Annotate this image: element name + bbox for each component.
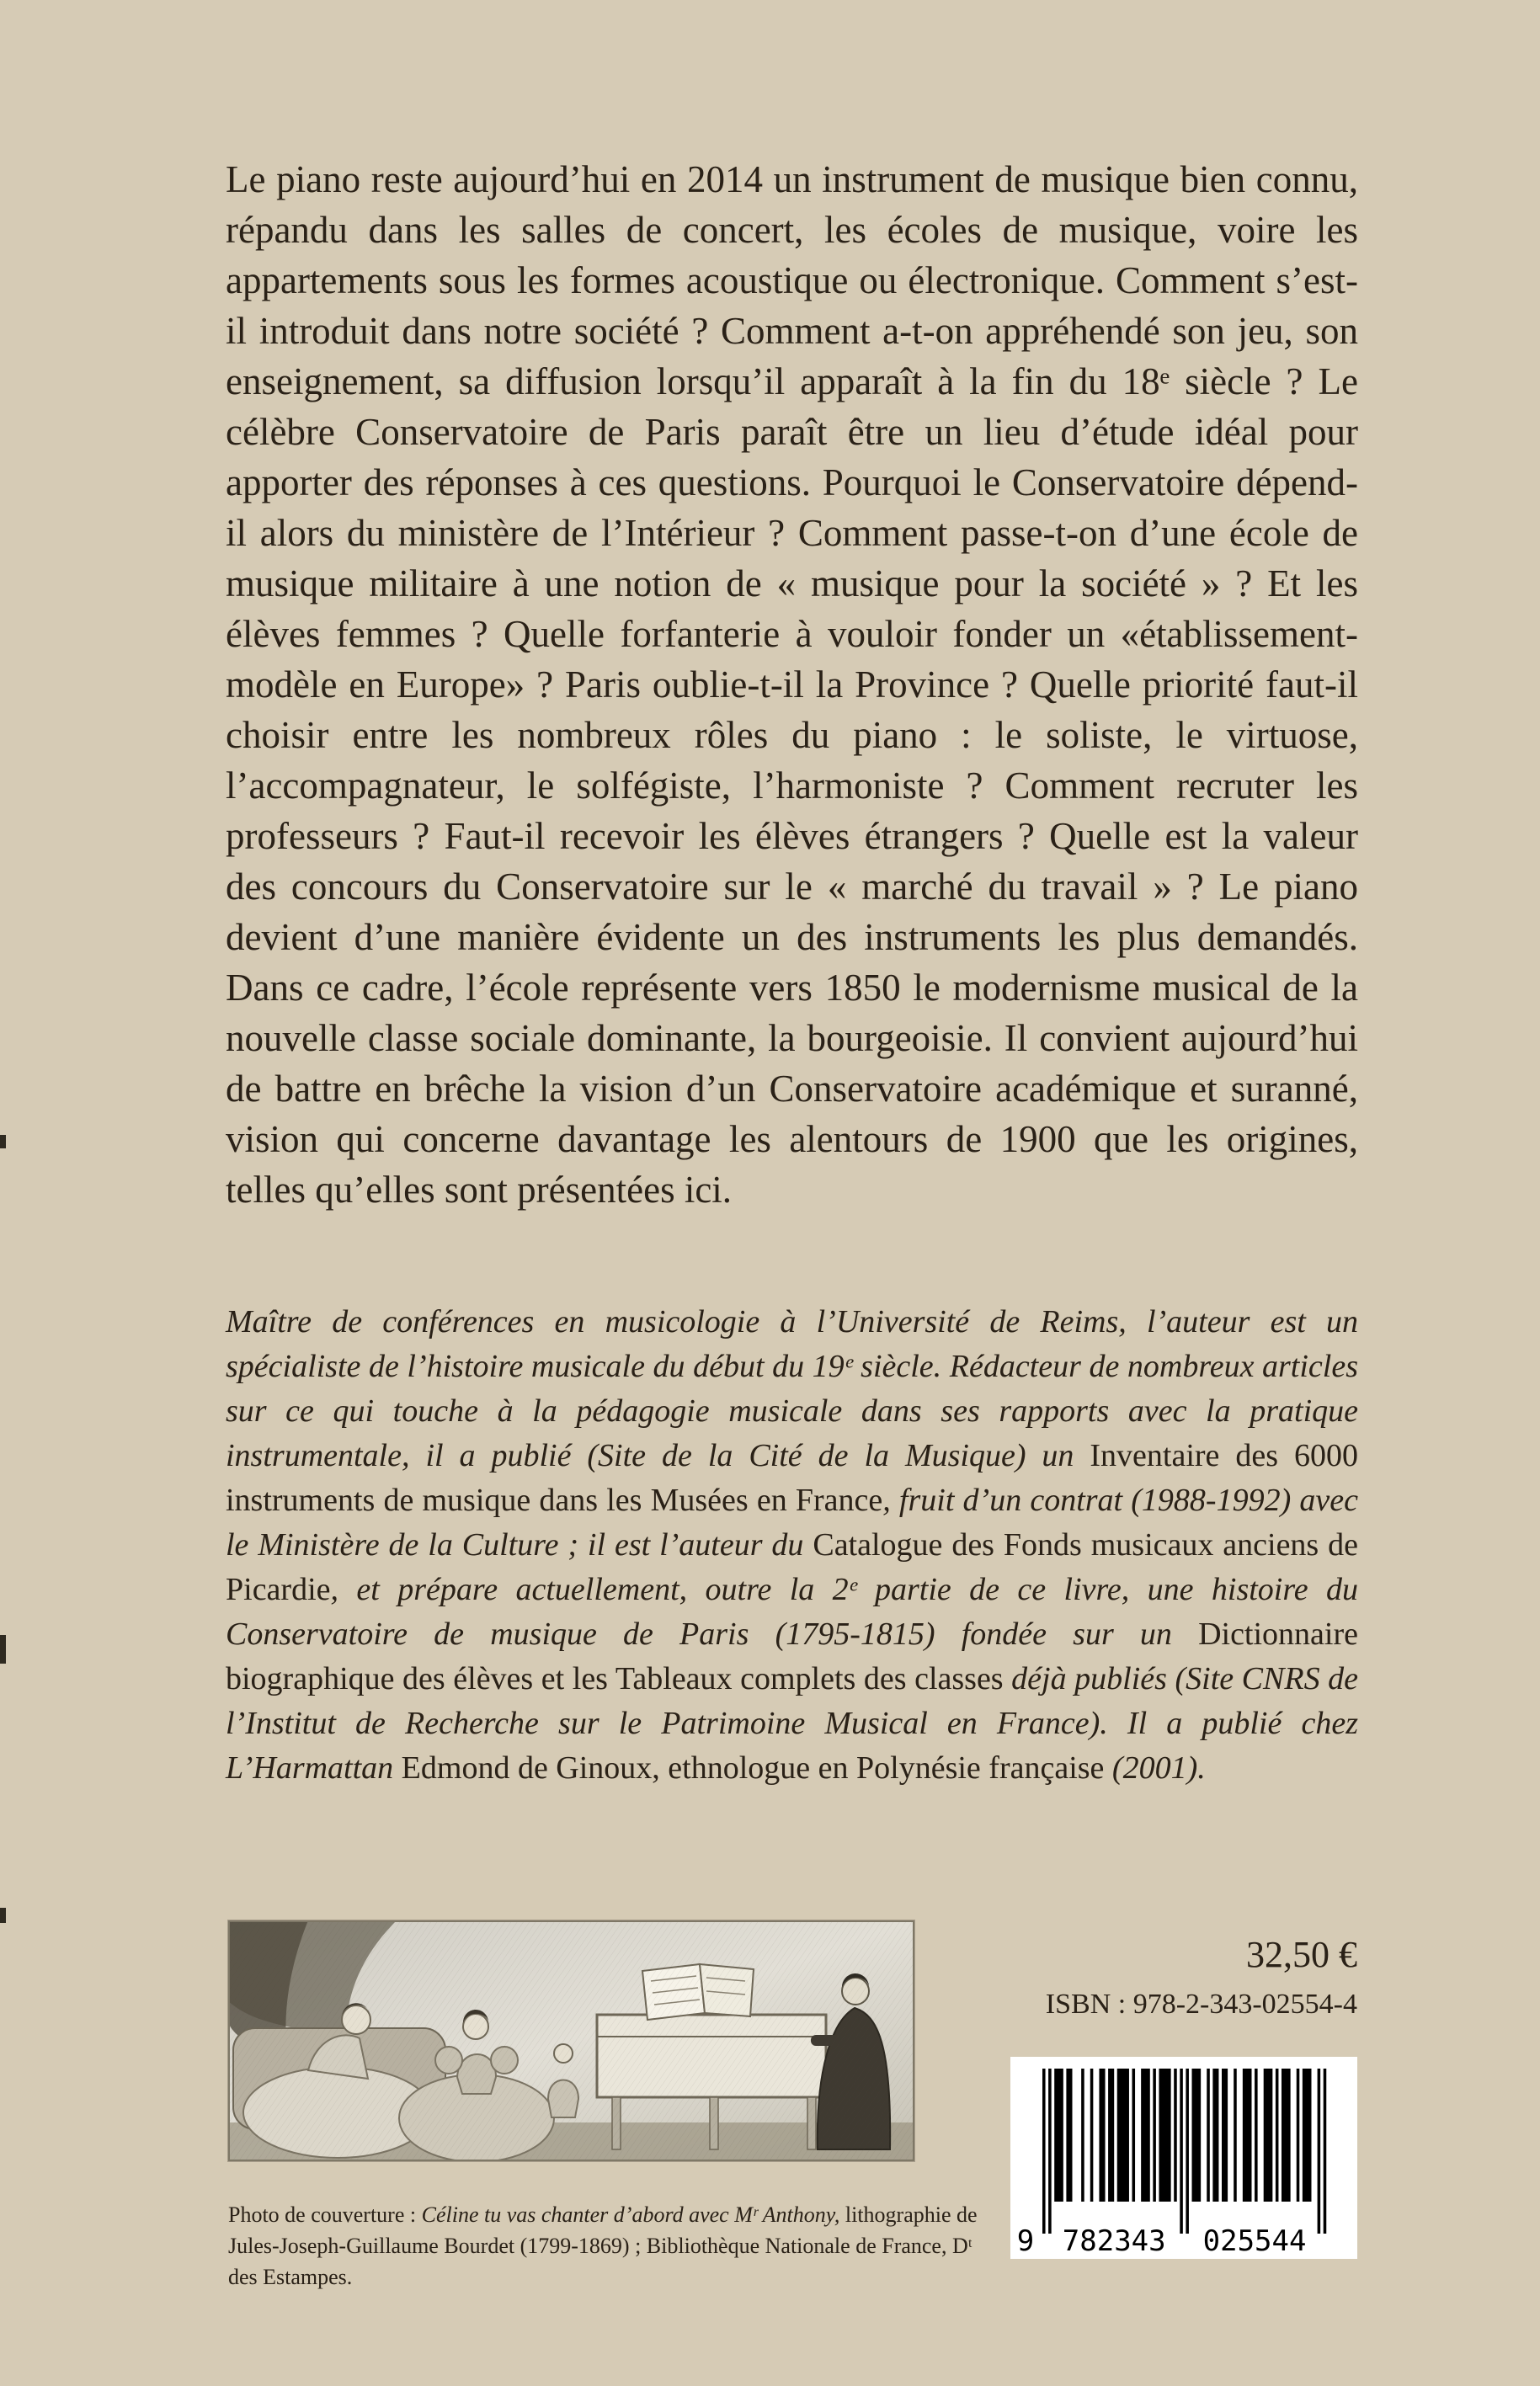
price: 32,50 € — [1246, 1934, 1357, 1975]
text-segment: déjà publiés (Site CNRS de l’Institut de Recherche sur le Patrimoine Musical en France). Il a publié chez L’Harmattan — [226, 1661, 1358, 1786]
barcode-digits: 782343 — [1062, 2224, 1166, 2258]
back-cover-blurb: Le piano reste aujourd’hui en 2014 un instrument de musique bien connu, répandu dans les salles de concert, les écoles de musique, voire les appartements sous les formes acoustique ou électronique. Comment s’est-il introduit dans notre société ? Comment a-t-on appréhendé son jeu, son enseignement, sa diffusion lorsqu’il apparaît à la fin du 18ᵉ siècle ? Le célèbre Conservatoire de Paris paraît être un lieu d’étude idéal pour apporter des réponses à ces questions. Pourquoi le Conservatoire dépend-il alors du ministère de l’Intérieur ? Comment passe-t-on d’une école de musique militaire à une notion de « musique pour la société » ? Et les élèves femmes ? Quelle forfanterie à vouloir fonder un «établissement-modèle en Europe» ? Paris oublie-t-il la Province ? Quelle priorité faut-il choisir entre les nombreux rôles du piano : le soliste, le virtuose, l’accompagnateur, le solfégiste, l’harmoniste ? Comment recruter les professeurs ? Faut-il recevoir les élèves étrangers ? Quelle est la valeur des concours du Conservatoire sur le « marché du travail » ? Le piano devient d’une manière évidente un des instruments les plus demandés. Dans ce cadre, l’école représente vers 1850 le modernisme musical de la nouvelle classe sociale dominante, la bourgeoisie. Il convient aujourd’hui de battre en brêche la vision d’un Conservatoire académique et suranné, vision qui concerne davantage les alentours de 1900 que les origines, telles qu’elles sont présentées ici. — [226, 158, 1358, 1211]
text-segment: , fruit d’un contrat (1988-1992) avec le Ministère de la Culture ; il est l’auteur du — [226, 1483, 1358, 1563]
text-segment: Dictionnaire biographique des élèves et les Tableaux complets des classes — [226, 1616, 1358, 1696]
text-segment: , et prépare actuellement, outre la 2ᵉ partie de ce livre, une histoire du Conservatoire de musique de Paris (1795-1815) fondée sur un — [226, 1572, 1358, 1652]
text-segment: Céline tu vas chanter d’abord avec Mʳ Anthony, — [421, 2202, 840, 2227]
text-segment: Inventaire des 6000 instruments de musique dans les Musées en France — [226, 1438, 1358, 1518]
barcode-digits: 025544 — [1202, 2224, 1307, 2258]
barcode — [1010, 2057, 1357, 2259]
text-segment: Photo de couverture : — [228, 2202, 422, 2227]
author-bio — [226, 1300, 1358, 1791]
text-segment: Catalogue des Fonds musicaux anciens de Picardie — [226, 1527, 1358, 1607]
barcode-svg — [1010, 2057, 1357, 2259]
text-segment: Edmond de Ginoux, ethnologue en Polynésie française — [401, 1750, 1112, 1786]
spine-mark — [0, 1635, 6, 1664]
spine-mark — [0, 1908, 6, 1923]
barcode-digits: 9 — [1016, 2224, 1035, 2258]
text-segment: Maître de conférences en musicologie à l’Université de Reims, l’auteur est un spécialiste de l’histoire musicale du début du 19ᵉ siècle. Rédacteur de nombreux articles sur ce qui touche à la pédagogie musicale dans ses rapports avec la pratique instrumentale, il a publié (Site de la Cité de la Musique) un — [226, 1304, 1358, 1473]
text-segment: lithographie de Jules-Joseph-Guillaume Bourdet (1799-1869) ; Bibliothèque Nationale de France, Dᵗ des Estampes. — [228, 2202, 978, 2289]
spine-mark — [0, 1135, 6, 1148]
cover-photo-illustration — [228, 1920, 914, 2161]
isbn-label: ISBN : 978-2-343-02554-4 — [1045, 1989, 1357, 2020]
cover-photo — [228, 1920, 914, 2161]
photo-caption — [228, 2199, 1003, 2293]
text-segment: (2001). — [1111, 1750, 1206, 1786]
